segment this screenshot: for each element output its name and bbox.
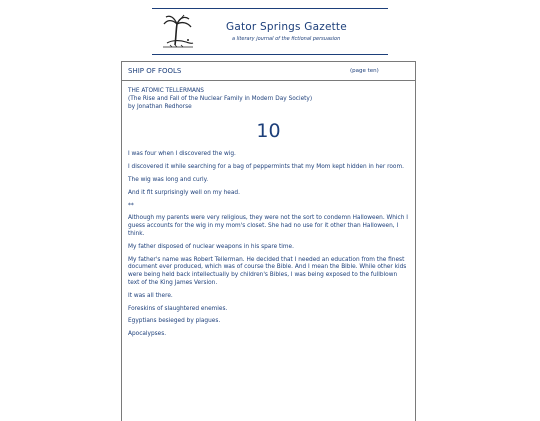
story-paragraph: My father disposed of nuclear weapons in his spare time. <box>128 243 294 250</box>
masthead-top-rule <box>152 8 388 9</box>
story-content <box>122 81 415 339</box>
story-author: by Jonathan Redhorse <box>128 103 192 110</box>
story-subtitle: (The Rise and Fall of the Nuclear Family in Modern Day Society) <box>128 95 313 102</box>
story-paragraph: I discovered it while searching for a bag of peppermints that my Mom kept hidden in her room. <box>128 164 404 171</box>
story-panel <box>121 61 416 421</box>
palm-tree-gator-logo-icon <box>162 14 194 48</box>
site-subtitle: a literary journal of the fictional persuasion <box>232 36 341 42</box>
section-break: ** <box>128 202 134 209</box>
story-paragraph: Foreskins of slaughtered enemies. <box>128 305 228 312</box>
chapter-number: 10 <box>256 120 281 143</box>
section-title: SHIP OF FOOLS <box>128 67 182 75</box>
story-paragraph: My father's name was Robert Tellerman. He decided that I needed an education from the finest document ever produced, which was of course the Bible. And I mean the Bible. While other kids were being held back intellectually by children's Bibles, I was being exposed to the fullblown text of the King James Version. <box>128 256 407 286</box>
story-paragraph: I was four when I discovered the wig. <box>128 151 236 158</box>
story-paragraph: Egyptians besieged by plagues. <box>128 318 221 325</box>
section-header <box>122 62 415 81</box>
page-label: (page ten) <box>350 68 379 74</box>
story-title: THE ATOMIC TELLERMANS <box>128 88 204 94</box>
masthead-bottom-rule <box>152 54 388 55</box>
story-paragraph: Although my parents were very religious, they were not the sort to condemn Halloween. Which I guess accounts for the wig in my mom's closet. She had no use for it other than Halloween, I think. <box>128 215 408 237</box>
masthead <box>152 8 388 55</box>
story-paragraph: Apocalypses. <box>128 331 167 338</box>
story-byline <box>128 88 409 111</box>
story-paragraph: It was all there. <box>128 292 173 299</box>
story-paragraph: And it fit surprisingly well on my head. <box>128 189 240 196</box>
site-title[interactable]: Gator Springs Gazette <box>226 21 347 33</box>
story-paragraph: The wig was long and curly. <box>128 176 209 183</box>
